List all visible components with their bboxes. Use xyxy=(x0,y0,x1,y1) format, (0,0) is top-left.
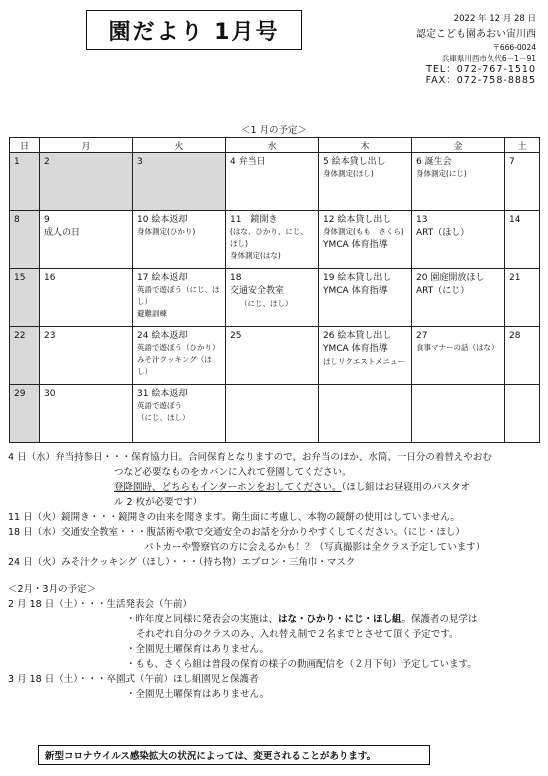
calendar-week-row xyxy=(10,269,540,327)
calendar-day-cell xyxy=(226,327,319,385)
calendar-body xyxy=(10,153,540,443)
plan-line: ・全園児土曜保育はありません。 xyxy=(126,644,270,655)
plans-section xyxy=(8,582,542,702)
calendar-day-cell xyxy=(505,211,540,269)
day-label: 24 絵本返却 xyxy=(137,331,188,341)
calendar-week-row xyxy=(10,153,540,211)
day-label: 30 xyxy=(44,389,56,399)
day-label: 10 絵本返却 xyxy=(137,215,188,225)
calendar-day-cell xyxy=(40,269,133,327)
day-label: 15 xyxy=(14,273,26,283)
calendar-table xyxy=(9,137,540,443)
day-label: 19 絵本貸し出し xyxy=(323,273,392,283)
day-label: 21 xyxy=(509,273,521,283)
calendar-week-row xyxy=(10,327,540,385)
telephone: TEL：072-767-1510 xyxy=(426,64,536,75)
weekday-fri: 金 xyxy=(412,138,505,153)
day-event: 避難訓練 xyxy=(137,309,167,318)
plan-line: 3 月 18 日（土）・・・卒園式（午前）ほし組園児と保護者 xyxy=(8,674,259,685)
day-label: 1 xyxy=(14,157,20,167)
plan-line: 2 月 18 日（土）・・・生活発表会（午前） xyxy=(8,599,192,610)
calendar-day-cell xyxy=(319,269,412,327)
weekday-sun: 日 xyxy=(10,138,40,153)
day-event: 身体測定(にじ) xyxy=(416,169,467,178)
day-label: 31 絵本返却 xyxy=(137,389,188,399)
calendar-day-cell xyxy=(505,385,540,443)
calendar-day-cell xyxy=(319,211,412,269)
calendar-day-cell xyxy=(133,327,226,385)
weekday-thu: 木 xyxy=(319,138,412,153)
calendar-day-cell xyxy=(412,327,505,385)
day-event: 身体測定(ほし) xyxy=(323,169,374,178)
plan-line: ・昨年度と同様に発表会の実施は、 xyxy=(126,614,279,625)
calendar-day-cell xyxy=(10,385,40,443)
note-line: パトカーや警察官の方に会えるかも！？（写真撮影は全クラス予定しています） xyxy=(144,542,486,553)
day-event: 交通安全教室 xyxy=(230,286,285,296)
day-event: 身体測定(ひかり) xyxy=(137,227,196,236)
calendar-day-cell xyxy=(226,269,319,327)
day-event: (はな、ひかり、にじ、ほし) xyxy=(230,227,308,248)
note-line: 11 日（火）鏡開き・・・鏡開きの由来を聞きます。衛生面に考慮し、本物の鏡餅の使用はしていません。 xyxy=(8,512,460,523)
note-line: 18 日（水）交通安全教室・・・腹話術や歌で交通安全のお話を分かりやすくしてください。（にじ・ほし） xyxy=(8,527,465,538)
day-event: YMCA 体育指導 xyxy=(323,286,388,296)
day-label: 6 誕生会 xyxy=(416,157,452,167)
issue-date: 2022 年 12 月 28 日 xyxy=(453,14,536,24)
calendar-day-cell xyxy=(133,153,226,211)
day-label: 23 xyxy=(44,331,56,341)
day-event: 身体測定(はな) xyxy=(230,251,281,260)
day-label: 25 xyxy=(230,331,242,341)
note-line: ル 2 枚が必要です） xyxy=(114,497,203,508)
weekday-wed: 水 xyxy=(226,138,319,153)
day-label: 27 xyxy=(416,331,428,341)
day-label: 3 xyxy=(137,157,143,167)
calendar-day-cell xyxy=(10,327,40,385)
day-event: 英語で遊ぼう（にじ、ほし） xyxy=(137,285,220,306)
calendar-day-cell xyxy=(412,153,505,211)
plan-line: 。保護者の見学は xyxy=(401,614,478,625)
day-event: YMCA 体育指導 xyxy=(323,240,388,250)
calendar-day-cell xyxy=(40,385,133,443)
weekday-tue: 火 xyxy=(133,138,226,153)
day-label: 2 xyxy=(44,157,50,167)
day-label: 4 弁当日 xyxy=(230,157,266,167)
calendar-day-cell xyxy=(505,269,540,327)
day-label: 28 xyxy=(509,331,521,341)
calendar-day-cell xyxy=(10,211,40,269)
note-line: つなど必要なものをカバンに入れて登園してください。 xyxy=(114,467,352,478)
day-label: 18 xyxy=(230,273,242,283)
day-label: 11 鏡開き xyxy=(230,215,278,225)
calendar-day-cell xyxy=(226,211,319,269)
calendar-day-cell xyxy=(10,153,40,211)
calendar-day-cell xyxy=(133,269,226,327)
calendar-day-cell xyxy=(10,269,40,327)
calendar-day-cell xyxy=(319,153,412,211)
day-event: 英語で遊ぼう xyxy=(137,401,182,410)
day-event: ART（ほし） xyxy=(416,228,470,238)
calendar-day-cell xyxy=(412,269,505,327)
plan-bold: はな・ひかり・にじ・ほし組 xyxy=(278,614,402,625)
calendar-day-cell xyxy=(226,153,319,211)
day-event: ほしリクエストメニュー xyxy=(323,357,406,366)
day-event: （にじ、ほし） xyxy=(240,299,293,308)
plan-line: ・全園児土曜保育はありません。 xyxy=(126,689,270,700)
day-label: 17 絵本返却 xyxy=(137,273,188,283)
day-event: 成人の日 xyxy=(44,228,81,238)
note-line: 4 日（水）弁当持参日・・・保育協力日。合同保育となりますので、お弁当のほか、水筒、一日分の着替えやおむ xyxy=(8,452,492,463)
day-event: みそ汁クッキング（ほし） xyxy=(137,355,212,376)
calendar-day-cell xyxy=(505,153,540,211)
calendar-day-cell xyxy=(40,211,133,269)
weekday-header-row xyxy=(10,138,540,153)
day-event: 食事マナーの話（はな） xyxy=(416,343,499,352)
weekday-sat: 土 xyxy=(505,138,540,153)
notice-box: 新型コロナウイルス感染拡大の状況によっては、変更されることがあります。 xyxy=(38,745,430,765)
calendar-day-cell xyxy=(412,211,505,269)
calendar-day-cell xyxy=(133,385,226,443)
plan-line: それぞれ自分のクラスのみ、入れ替え制で２名までとさせて頂く予定です。 xyxy=(136,629,459,640)
day-label: 13 xyxy=(416,215,428,225)
note-line: 24 日（火）みそ汁クッキング（ほし）・・・（持ち物）エプロン・三角巾・マスク xyxy=(8,557,356,568)
calendar-day-cell xyxy=(226,385,319,443)
day-label: 16 xyxy=(44,273,56,283)
fax: FAX：072-758-8885 xyxy=(425,75,536,86)
calendar-day-cell xyxy=(40,153,133,211)
day-event: （にじ、ほし） xyxy=(137,413,190,422)
note-underlined: 登降園時、どちらもインターホンをおしてください。 xyxy=(114,482,342,493)
notes-section xyxy=(8,450,542,702)
plans-title: ＜2月・3月の予定＞ xyxy=(8,584,97,595)
day-label: 22 xyxy=(14,331,26,341)
postal-code: 〒666-0024 xyxy=(492,43,536,52)
calendar-day-cell xyxy=(319,385,412,443)
day-event: ART（にじ） xyxy=(416,286,470,296)
day-label: 9 xyxy=(44,215,50,225)
note-line: （ほし組はお昼寝用のパスタオ xyxy=(341,482,470,493)
schedule-title: ＜1 月の予定＞ xyxy=(240,125,308,136)
day-label: 7 xyxy=(509,157,515,167)
newsletter-title: 園だより 1月号 xyxy=(86,10,302,50)
day-label: 8 xyxy=(14,215,20,225)
day-label: 14 xyxy=(509,215,521,225)
address: 兵庫県川西市久代6－1－91 xyxy=(441,54,536,63)
day-event: YMCA 体育指導 xyxy=(323,344,388,354)
plan-line: ・もも、さくら組は普段の保育の様子の動画配信を（２月下旬）予定しています。 xyxy=(126,659,477,670)
calendar-day-cell xyxy=(133,211,226,269)
calendar-week-row xyxy=(10,385,540,443)
day-label: 29 xyxy=(14,389,26,399)
calendar-day-cell xyxy=(412,385,505,443)
day-event: 英語で遊ぼう（ひかり） xyxy=(137,343,220,352)
day-label: 12 絵本貸し出し xyxy=(323,215,392,225)
day-label: 26 絵本貸し出し xyxy=(323,331,392,341)
header-info xyxy=(416,14,536,86)
day-label: 5 絵本貸し出し xyxy=(323,157,386,167)
calendar-week-row xyxy=(10,211,540,269)
day-event: 身体測定(もも さくら) xyxy=(323,227,404,236)
weekday-mon: 月 xyxy=(40,138,133,153)
calendar-day-cell xyxy=(505,327,540,385)
school-name: 認定こども園あおい宙川西 xyxy=(416,29,536,40)
calendar-day-cell xyxy=(40,327,133,385)
calendar-day-cell xyxy=(319,327,412,385)
day-label: 20 園庭開放ほし xyxy=(416,273,485,283)
